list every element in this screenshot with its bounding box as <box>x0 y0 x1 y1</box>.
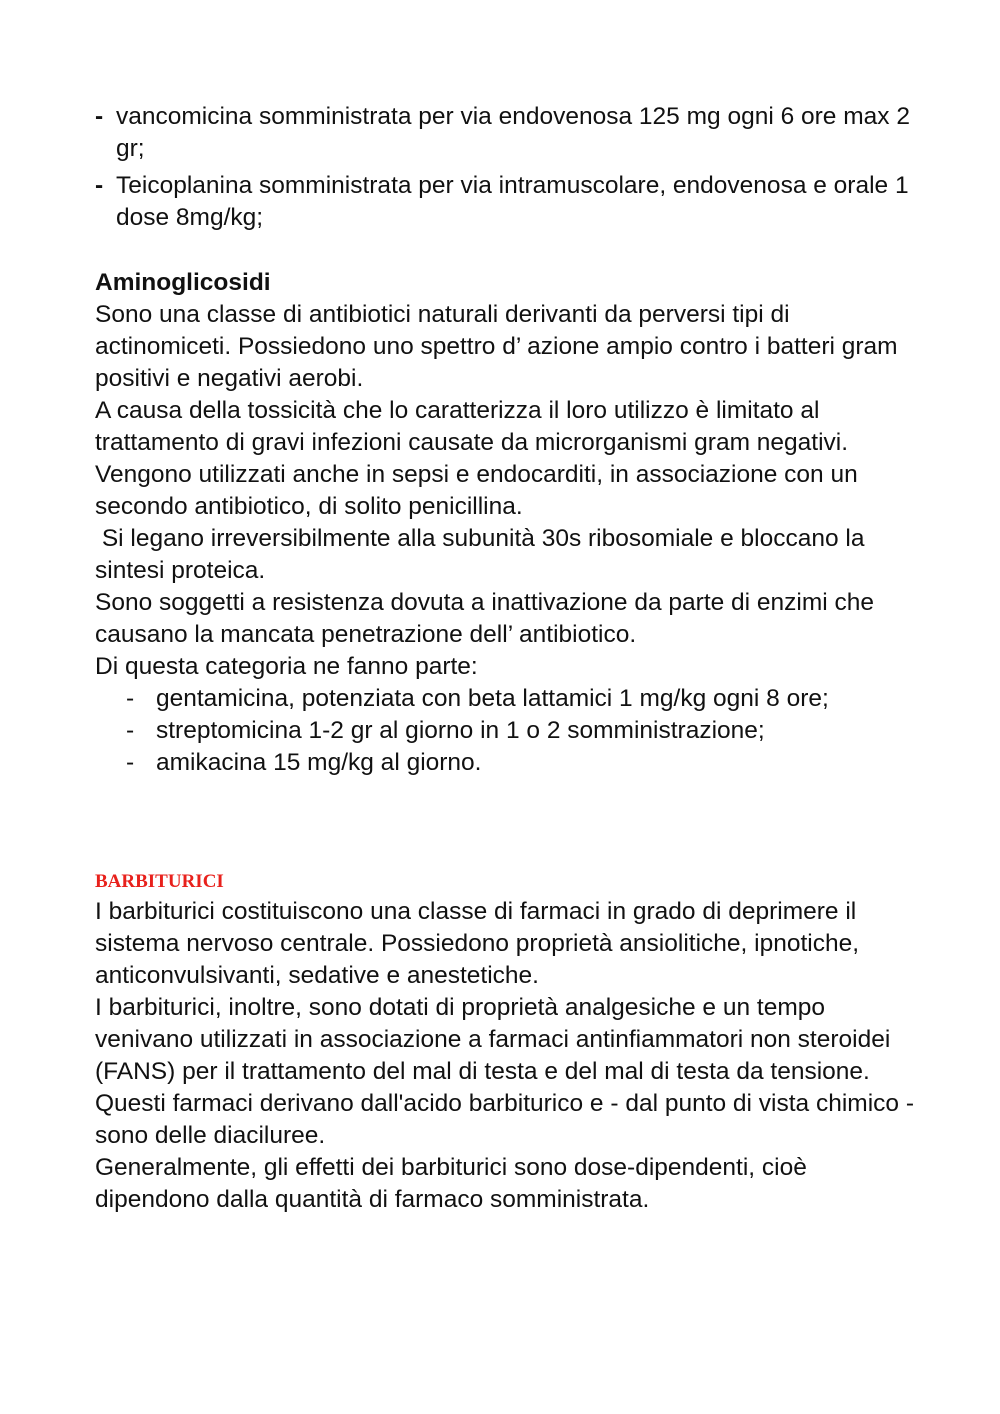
paragraph: Vengono utilizzati anche in sepsi e endocarditi, in associazione con un secondo antibiotico, di solito penicillina. <box>95 461 858 520</box>
paragraph: Di questa categoria ne fanno parte: <box>95 653 478 680</box>
list-dash: - <box>95 172 104 199</box>
paragraph: I barbiturici costituiscono una classe di farmaci in grado di deprimere il sistema nervoso centrale. Possiedono proprietà ansiolitiche, ipnotiche, anticonvulsivanti, sedative e anestetiche. <box>95 898 860 989</box>
paragraph: Sono una classe di antibiotici naturali derivanti da perversi tipi di actinomiceti. Possiedono uno spettro d’ azione ampio contro i batteri gram positivi e negativi aerobi. <box>95 301 898 392</box>
list-item <box>95 170 915 234</box>
list-item-text: gentamicina, potenziata con beta lattamici 1 mg/kg ogni 8 ore; <box>156 685 829 712</box>
paragraph: Questi farmaci derivano dall'acido barbiturico e - dal punto di vista chimico - sono delle diaciluree. <box>95 1090 915 1149</box>
aminoglicosidi-drug-list <box>95 683 915 779</box>
paragraph: Si legano irreversibilmente alla subunità 30s ribosomiale e bloccano la sintesi proteica. <box>95 525 872 584</box>
list-dash: - <box>126 749 135 776</box>
aminoglicosidi-section <box>95 267 915 779</box>
list-item <box>95 747 915 779</box>
section-heading-aminoglicosidi: Aminoglicosidi <box>95 269 271 296</box>
barbiturici-section <box>95 896 915 1216</box>
list-item <box>95 101 915 165</box>
list-item <box>95 683 915 715</box>
paragraph: I barbiturici, inoltre, sono dotati di proprietà analgesiche e un tempo venivano utilizzati in associazione a farmaci antinfiammatori non steroidei (FANS) per il trattamento del mal di testa e del mal di testa da tensione. <box>95 994 891 1085</box>
paragraph: A causa della tossicità che lo caratterizza il loro utilizzo è limitato al trattamento di gravi infezioni causate da microrganismi gram negativi. <box>95 397 849 456</box>
list-dash: - <box>95 103 104 130</box>
list-dash: - <box>126 717 135 744</box>
list-item <box>95 715 915 747</box>
list-item-text: vancomicina somministrata per via endovenosa 125 mg ogni 6 ore max 2 gr; <box>116 103 910 162</box>
paragraph: Generalmente, gli effetti dei barbiturici sono dose-dipendenti, cioè dipendono dalla quantità di farmaco somministrata. <box>95 1154 807 1213</box>
intro-dose-list <box>95 101 915 239</box>
paragraph: Sono soggetti a resistenza dovuta a inattivazione da parte di enzimi che causano la mancata penetrazione dell’ antibiotico. <box>95 589 875 648</box>
list-dash: - <box>126 685 135 712</box>
list-item-text: Teicoplanina somministrata per via intramuscolare, endovenosa e orale 1 dose 8mg/kg; <box>116 172 909 231</box>
list-item-text: streptomicina 1-2 gr al giorno in 1 o 2 somministrazione; <box>156 717 765 744</box>
list-item-text: amikacina 15 mg/kg al giorno. <box>156 749 482 776</box>
section-heading-barbiturici: BARBITURICI <box>95 871 224 892</box>
